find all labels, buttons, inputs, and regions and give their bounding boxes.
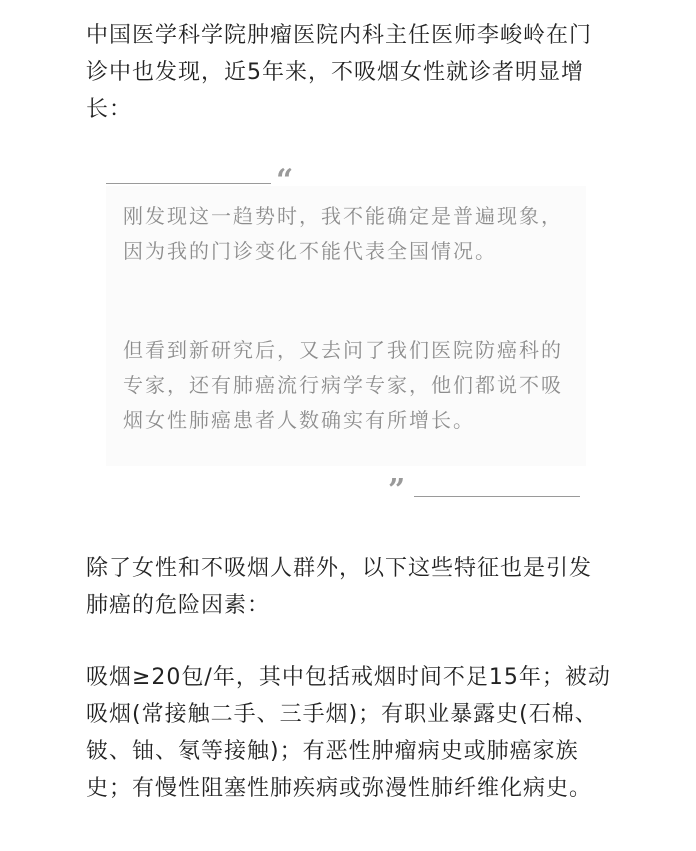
quote-paragraph-1: 刚发现这一趋势时，我不能确定是普遍现象，因为我的门诊变化不能代表全国情况。 — [123, 204, 563, 263]
open-quote-icon: “ — [276, 163, 294, 198]
intro-paragraph: 中国医学科学院肿瘤医院内科主任医师李峻岭在门诊中也发现，近5年来，不吸烟女性就诊者明显增长： — [86, 23, 593, 122]
quote-paragraph-2: 但看到新研究后，又去问了我们医院防癌科的专家，还有肺癌流行病学专家，他们都说不吸烟女性肺癌患者人数确实有所增长。 — [123, 338, 563, 432]
blockquote — [106, 162, 586, 508]
quote-divider-top — [106, 183, 271, 184]
risk-factors-paragraph: 吸烟≥20包/年，其中包括戒烟时间不足15年；被动吸烟(常接触二手、三手烟)；有职业暴露史(石棉、铍、铀、氡等接触)；有恶性肿瘤病史或肺癌家族史；有慢性阻塞性肺疾病或弥漫性肺纤维化病史。 — [86, 665, 611, 801]
transition-paragraph: 除了女性和不吸烟人群外，以下这些特征也是引发肺癌的危险因素： — [86, 556, 593, 618]
quote-divider-bottom — [414, 496, 580, 497]
close-quote-icon: ” — [388, 473, 406, 508]
